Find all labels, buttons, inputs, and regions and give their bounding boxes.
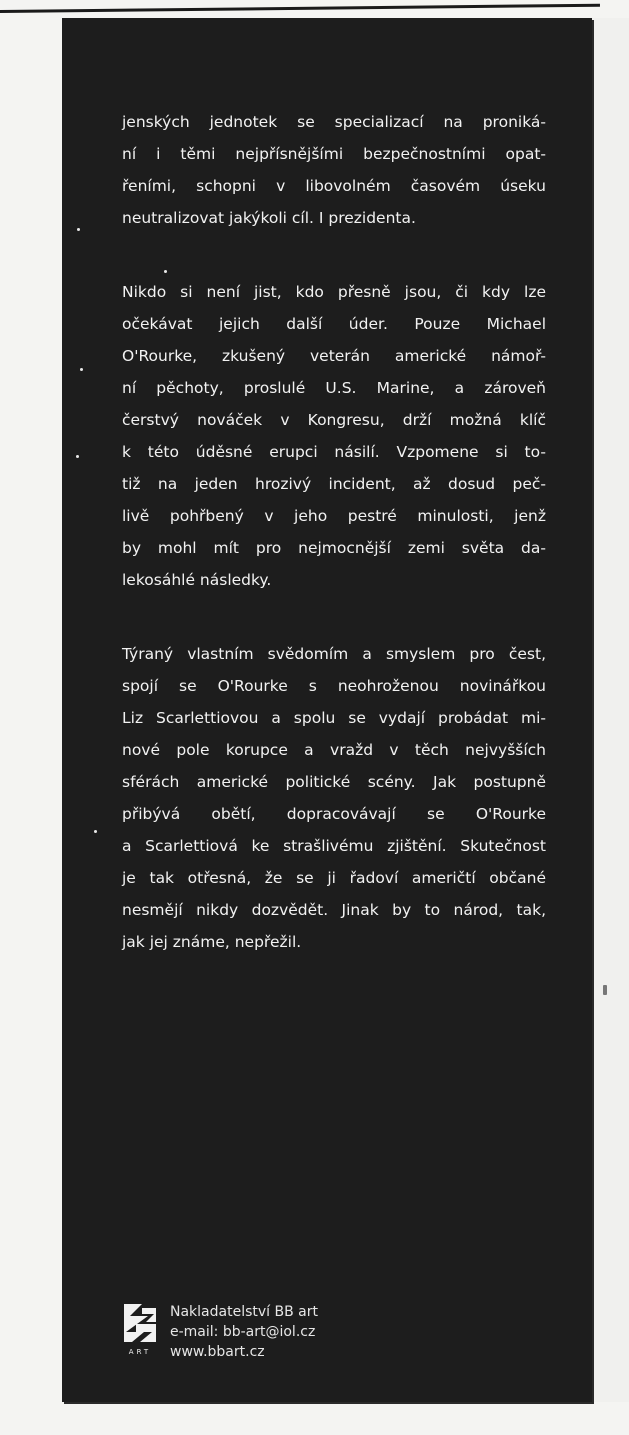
text-line: O'Rourke, zkušený veterán americké námoř- xyxy=(122,347,546,365)
paragraph-2 xyxy=(122,276,546,596)
publisher-block xyxy=(122,1302,422,1372)
text-line: ní pěchoty, proslulé U.S. Marine, a zároveň xyxy=(122,379,546,397)
blurb-text xyxy=(122,106,546,1000)
text-line: řeními, schopni v libovolném časovém úseku xyxy=(122,177,546,195)
text-line: k této úděsné erupci násilí. Vzpomene si to- xyxy=(122,443,546,461)
text-line: jenských jednotek se specializací na proniká- xyxy=(122,113,546,131)
text-line: Nikdo si není jist, kdo přesně jsou, či kdy lze xyxy=(122,283,546,301)
text-line: nesmějí nikdy dozvědět. Jinak by to národ, tak, xyxy=(122,901,546,919)
text-line: livě pohřbený v jeho pestré minulosti, jenž xyxy=(122,507,546,525)
bb-art-logo-icon xyxy=(122,1302,158,1356)
dust-speck xyxy=(76,455,79,458)
cover-edge xyxy=(0,4,600,13)
dust-speck xyxy=(77,228,80,231)
publisher-website: www.bbart.cz xyxy=(170,1344,265,1360)
dust-speck xyxy=(94,830,97,833)
text-line: přibývá obětí, dopracovávají se O'Rourke xyxy=(122,805,546,823)
text-line: tiž na jeden hrozivý incident, až dosud peč- xyxy=(122,475,546,493)
paragraph-1 xyxy=(122,106,546,234)
text-line: Liz Scarlettiovou a spolu se vydají probádat mi- xyxy=(122,709,546,727)
paper-margin xyxy=(592,18,629,1402)
text-line: Týraný vlastním svědomím a smyslem pro čest, xyxy=(122,645,546,663)
text-line: ní i těmi nejpřísnějšími bezpečnostními opat- xyxy=(122,145,546,163)
dust-speck xyxy=(603,985,607,995)
text-line: nové pole korupce a vražd v těch nejvyšších xyxy=(122,741,546,759)
text-line: neutralizovat jakýkoli cíl. I prezidenta. xyxy=(122,209,416,227)
dust-speck xyxy=(164,270,167,273)
text-line: očekávat jejich další úder. Pouze Michael xyxy=(122,315,546,333)
back-flap-panel xyxy=(62,18,592,1402)
logo-letters: ART xyxy=(128,1348,152,1356)
text-line: by mohl mít pro nejmocnější zemi světa da- xyxy=(122,539,546,557)
text-line: spojí se O'Rourke s neohroženou novinářkou xyxy=(122,677,546,695)
publisher-name: Nakladatelství BB art xyxy=(170,1304,318,1320)
dust-speck xyxy=(80,368,83,371)
text-line: jak jej známe, nepřežil. xyxy=(122,933,302,951)
text-line: lekosáhlé následky. xyxy=(122,571,272,589)
paragraph-3 xyxy=(122,638,546,958)
publisher-email: e-mail: bb-art@iol.cz xyxy=(170,1324,316,1340)
text-line: a Scarlettiová ke strašlivému zjištění. Skutečnost xyxy=(122,837,546,855)
text-line: je tak otřesná, že se ji řadoví američtí občané xyxy=(122,869,546,887)
text-line: sférách americké politické scény. Jak postupně xyxy=(122,773,546,791)
text-line: čerstvý nováček v Kongresu, drží možná klíč xyxy=(122,411,546,429)
publisher-info xyxy=(170,1302,318,1362)
